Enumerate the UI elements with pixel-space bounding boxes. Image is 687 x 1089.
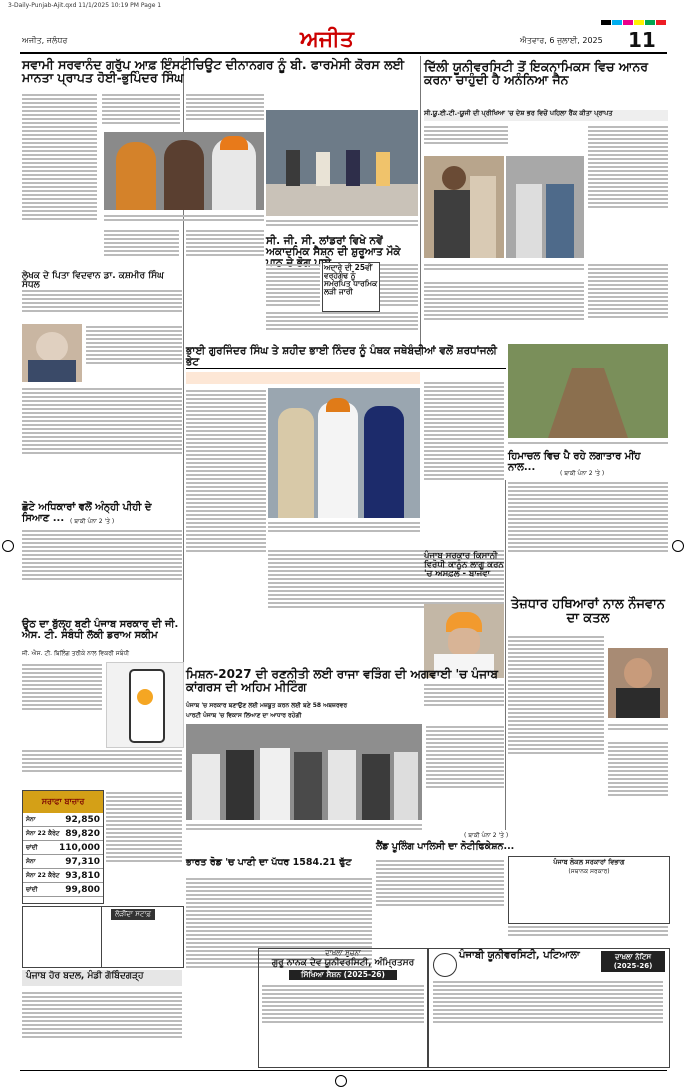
rate-label: ਸੋਨਾ [26, 858, 36, 865]
registration-mark [2, 540, 14, 552]
story-10-headline: ਹਿਮਾਚਲ ਵਿਚ ਪੈ ਰਹੇ ਲਗਾਤਾਰ ਮੀਂਹ ਨਾਲ... [508, 451, 641, 473]
story-12-headline: ਲੈਂਡ ਪੂਲਿੰਗ ਪਾਲਿਸੀ ਦਾ ਨੋਟੀਫਿਕੇਸ਼ਨ... [376, 841, 515, 852]
ad-pu-title: ਪੰਜਾਬੀ ਯੂਨੀਵਰਸਿਟੀ, ਪਟਿਆਲਾ [459, 950, 580, 961]
ad-gndu-session: ਸਿੱਖਿਆ ਸੈਸ਼ਨ (2025-26) [289, 970, 397, 980]
story-8-text [426, 724, 504, 834]
ad-gndu-title: ਗੁਰੂ ਨਾਨਕ ਦੇਵ ਯੂਨੀਵਰਸਿਟੀ, ਅੰਮ੍ਰਿਤਸਰ [271, 958, 415, 968]
story-4-text [186, 388, 266, 666]
market-row [23, 827, 103, 841]
rate-label: ਚਾਂਦੀ [26, 844, 38, 851]
rate-value: 97,310 [65, 856, 100, 867]
story-1-text [102, 92, 180, 132]
rate-value: 110,000 [59, 842, 100, 853]
story-7-headline: ਉਠ ਦਾ ਬੁੱਲ੍ਹ ਬਣੀ ਪੰਜਾਬ ਸਰਕਾਰ ਦੀ ਜੀ. ਐਸ. ਟੀ. ਸੰਬੰਧੀ ਲੱਕੀ ਡਰਾਅ ਸਕੀਮ [22, 619, 179, 641]
story-3-photo-1 [424, 156, 504, 258]
continuation-label: ( ਬਾਕੀ ਪੰਨਾ 2 'ਤੇ ) [464, 832, 509, 839]
rate-value: 93,810 [65, 870, 100, 881]
story-11-text [508, 634, 604, 834]
registration-mark [672, 540, 684, 552]
story-1-text [186, 228, 264, 270]
story-3-subhead: ਸੀ.ਯੂ.ਈ.ਟੀ.-ਯੂਜੀ ਦੀ ਪ੍ਰੀਖਿਆ 'ਚ ਦੇਸ਼ ਭਰ ਵਿਚੋਂ ਪਹਿਲਾ ਰੈਂਕ ਕੀਤਾ ਪ੍ਰਾਪਤ [424, 110, 668, 121]
story-5-text [86, 324, 182, 384]
market-row [23, 813, 103, 827]
ad-local-govt-title: ਪੰਜਾਬ ਲੋਕਲ ਸਰਕਾਰਾਂ ਵਿਭਾਗ [553, 858, 625, 866]
story-1-photo [104, 132, 264, 210]
story-12-text [376, 858, 504, 938]
story-3-text [424, 124, 508, 154]
ad-local-govt-subtitle: (ਸਥਾਨਕ ਸਰਕਾਰ) [568, 867, 610, 875]
rate-label: ਸੋਨਾ 22 ਕੈਰੇਟ [26, 830, 60, 837]
story-5-photo [22, 324, 82, 382]
story-1-text [22, 92, 97, 252]
story-3-headline: ਦਿੱਲੀ ਯੂਨੀਵਰਸਿਟੀ ਤੋਂ ਇਕਨਾਮਿਕਸ ਵਿਚ ਆਨਰ ਕਰਨਾ ਚਾਹੁੰਦੀ ਹੈ ਅਨੰਨਿਆ ਜੈਨ [424, 59, 649, 88]
story-9-headline: ਪੰਜਾਬ ਸਰਕਾਰ ਕਿਸਾਨੀ ਵਿਰੋਧੀ ਕਾਨੂੰਨ ਲਾਗੂ ਕਰਨ 'ਚ ਅਸਫ਼ਲ - ਬਾਜਵਾ [424, 551, 504, 579]
story-1-text [186, 92, 264, 132]
story-8-caption [186, 822, 422, 838]
ad-local-govt [508, 856, 670, 924]
file-slug: 3-Daily-Punjab-Ajit.qxd 11/1/2025 10:19 PM Page 1 [8, 2, 162, 9]
story-2-text [266, 310, 418, 340]
market-row [23, 869, 103, 883]
story-8-headline: ਮਿਸ਼ਨ-2027 ਦੀ ਰਣਨੀਤੀ ਲਈ ਰਾਜਾ ਵੜਿੰਗ ਦੀ ਅਗਵਾਈ 'ਚ ਪੰਜਾਬ ਕਾਂਗਰਸ ਦੀ ਅਹਿਮ ਮੀਟਿੰਗ [186, 667, 498, 694]
ad-punjabi-university [428, 948, 670, 1068]
story-3-caption [424, 262, 584, 276]
story-10-caption [508, 440, 668, 448]
column-rule [420, 56, 421, 356]
story-5-text [22, 386, 182, 498]
market-title: ਸਰਾਫਾ ਬਾਜ਼ਾਰ [23, 791, 103, 813]
market-row [23, 855, 103, 869]
story-3-photo-2 [506, 156, 584, 258]
story-5-headline: ਲੇਖਕ ਦੇ ਪਿਤਾ ਵਿਦਵਾਨ ਡਾ. ਕਸ਼ਮੀਰ ਸਿੰਘ ਸੰਧਲ [22, 271, 164, 291]
university-seal-icon [433, 953, 457, 977]
story-3-text [424, 280, 584, 340]
header-rule [20, 52, 667, 54]
story-7-text [22, 748, 182, 786]
story-11-caption [608, 722, 668, 736]
footer-rule [20, 1070, 667, 1071]
story-11-text [608, 740, 668, 832]
rate-label: ਚਾਂਦੀ [26, 886, 38, 893]
story-1-text [104, 228, 179, 270]
story-11-photo [608, 648, 668, 718]
story-4-text [424, 380, 504, 548]
ad-pu-notice: ਦਾਖ਼ਲਾ ਨੋਟਿਸ (2025-26) [601, 951, 665, 972]
continuation-label: ( ਬਾਕੀ ਪੰਨਾ 2 'ਤੇ ) [70, 518, 115, 525]
story-6-text [22, 528, 182, 616]
story-10-photo [508, 344, 668, 438]
story-2-caption [266, 218, 418, 232]
ad-gndu [258, 948, 428, 1068]
color-bars [20, 10, 667, 14]
rate-value: 92,850 [65, 814, 100, 825]
column-rule [505, 480, 506, 830]
story-4-photo [268, 388, 420, 518]
story-8-subhead-1: ਪੰਜਾਬ 'ਚ ਸਰਕਾਰ ਬਣਾਉਣ ਲਈ ਮਜ਼ਬੂਤ ਕਰਨ ਲਈ ਬਣੇ 58 ਅਬਜ਼ਰਵਰ [186, 702, 348, 709]
story-8-subhead-2: ਪਾਰਟੀ ਪੰਜਾਬ 'ਚ ਵਿਕਾਸ ਲਿਆਣ ਦਾ ਆਧਾਰ ਰਹੇਗੀ [186, 712, 302, 719]
rule [186, 368, 506, 369]
story-4-caption [268, 520, 420, 544]
story-11-headline: ਤੇਜ਼ਧਾਰ ਹਥਿਆਰਾਂ ਨਾਲ ਨੌਜਵਾਨ ਦਾ ਕਤਲ [511, 597, 665, 626]
rate-label: ਸੋਨਾ 22 ਕੈਰੇਟ [26, 872, 60, 879]
small-ads-box [22, 906, 184, 968]
market-side-text [106, 790, 182, 902]
story-2-highlight-box: ਅਦਾਰੇ ਦੀ 25ਵੀਂ ਵਰ੍ਹੇਗੰਢ ਨੂੰ ਸਮਰਪਿਤ ਧਾਰਮਿਕ ਲੜੀ ਜਾਰੀ [322, 262, 380, 312]
story-3-text [588, 262, 668, 352]
story-13-headline: ਭਾਰਤ ਰੋਡ 'ਚ ਪਾਣੀ ਦਾ ਪੱਧਰ 1584.21 ਫੁੱਟ [186, 857, 352, 868]
story-5-text [22, 288, 182, 324]
story-7-subhead: ਜੀ. ਐਸ. ਟੀ. ਬਿਲਿੰਗ ਤਰੀਕੇ ਨਾਲ ਵਿਕਰੀ ਸਬੰਧੀ [22, 650, 130, 657]
page-number: 11 [628, 28, 656, 52]
story-3-text [588, 124, 668, 260]
story-2-photo [266, 110, 418, 216]
story-4-strap [186, 372, 420, 384]
story-2-headline: ਸੀ. ਜੀ. ਸੀ. ਲਾਂਡਰਾਂ ਵਿਖੇ ਨਵੇਂ ਅਕਾਦਮਿਕ ਸੈਸ਼ਨ ਦੀ ਸ਼ੁਰੂਆਤ ਮੌਕੇ [266, 235, 401, 259]
ad-gndu-label: ਦਾਖ਼ਲਾ ਸੂਚਨਾ [325, 949, 361, 957]
story-8-photo [186, 724, 422, 820]
story-6-headline: ਛੋਟੇ ਅਧਿਕਾਰਾਂ ਵਲੋਂ ਅੰਨ੍ਹੀ ਪੀਹੀ ਦੇ ਸਿਆਣ ... [22, 502, 152, 524]
story-14-text [22, 990, 182, 1065]
market-rates-box [22, 790, 104, 904]
rate-label: ਸੋਨਾ [26, 816, 36, 823]
masthead: ਅਜੀਤ [300, 27, 354, 52]
story-14-headline: ਪੰਜਾਬ ਹੋਰ ਬਦਲ, ਮੰਡੀ ਗੋਬਿੰਦਗੜ੍ਹ [26, 971, 144, 981]
story-1-headline: ਸਵਾਮੀ ਸਰਵਾਨੰਦ ਗਰੁੱਪ ਆਫ਼ ਇੰਸਟੀਚਿਊਟ ਦੀਨਾਨਗਰ ਨੂੰ ਬੀ. ਫਾਰਮੇਸੀ ਕੋਰਸ ਲਈ ਮਾਨਤਾ ਪ੍ਰਾਪਤ ਹੋਈ-ਭੁਪਿੰਦਰ ਸਿੰਘ [22, 57, 405, 86]
small-ad-label: ਲੋੜੀਂਦਾ ਸਟਾਫ਼ [111, 909, 155, 920]
header-left: ਅਜੀਤ, ਜਲੰਧਰ [22, 36, 68, 45]
story-7-phone-image [106, 662, 184, 748]
story-10-text [508, 480, 668, 590]
rate-value: 89,820 [65, 828, 100, 839]
story-4-headline: ਭਾਈ ਗੁਰਜਿੰਦਰ ਸਿੰਘ ਤੇ ਸ਼ਹੀਦ ਭਾਈ ਨਿੰਦਰ ਨੂੰ ਪੰਥਕ ਜਥੇਬੰਦੀਆਂ ਵਲੋਂ ਸ਼ਰਧਾਂਜਲੀ ਭੇਟ [186, 345, 497, 369]
ad-local-govt-text [508, 924, 668, 944]
market-row [23, 883, 103, 897]
story-1-caption [104, 213, 264, 227]
story-7-text [22, 662, 102, 742]
rate-value: 99,800 [65, 884, 100, 895]
header-date: ਐਤਵਾਰ, 6 ਜੁਲਾਈ, 2025 [520, 36, 603, 45]
continuation-label: ( ਬਾਕੀ ਪੰਨਾ 2 'ਤੇ ) [560, 470, 605, 477]
registration-mark [335, 1075, 347, 1087]
market-row [23, 841, 103, 855]
